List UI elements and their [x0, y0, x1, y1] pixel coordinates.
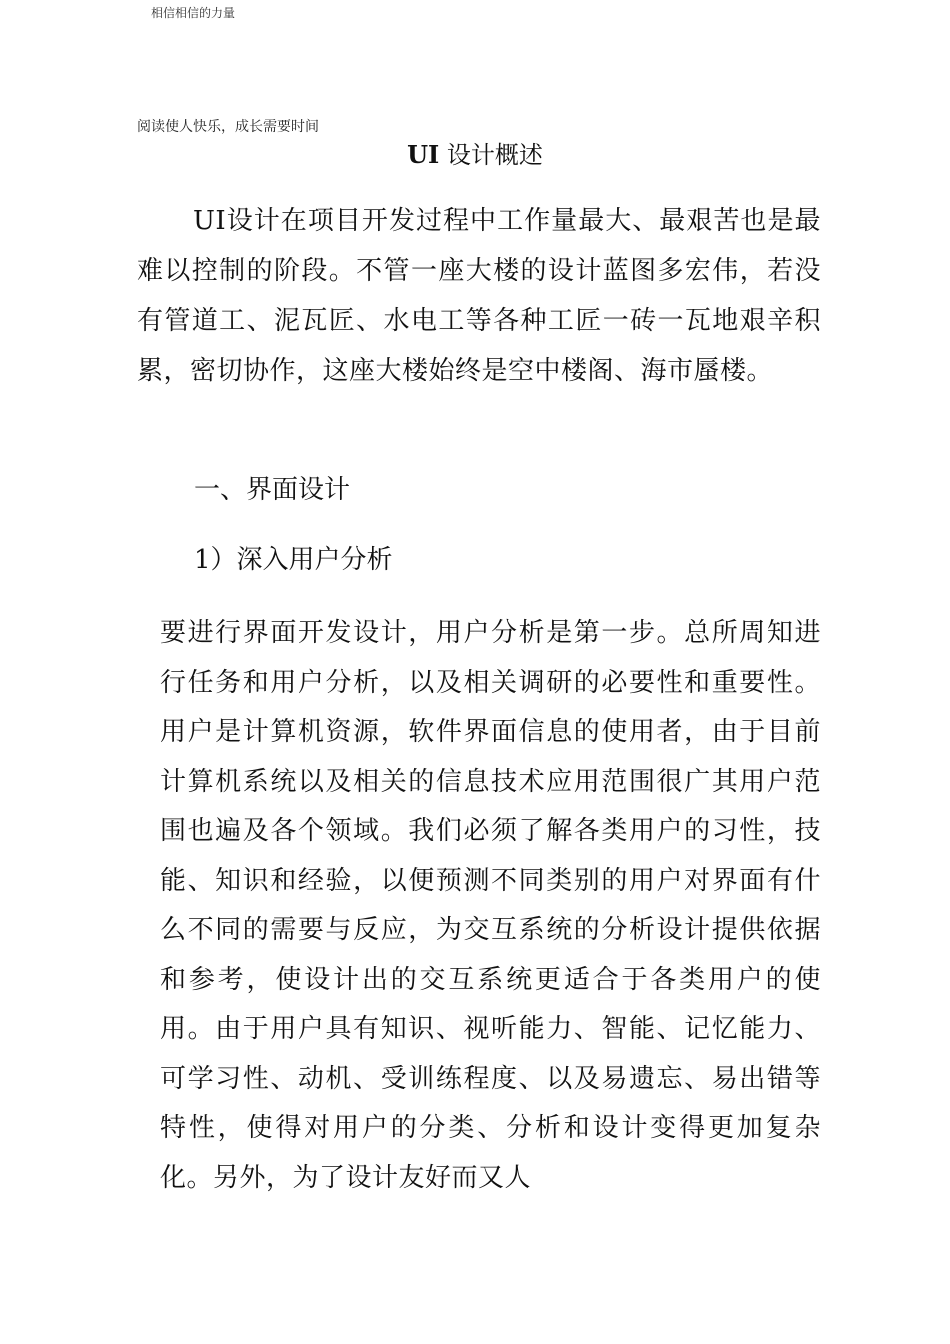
subsection-heading: 1）深入用户分析 [194, 545, 393, 575]
running-header: 相信相信的力量 [151, 6, 236, 20]
document-title-rest: 设计概述 [446, 141, 543, 169]
document-title-prefix: UI [407, 140, 440, 169]
tagline: 阅读使人快乐，成长需要时间 [137, 119, 319, 135]
body-paragraph: 要进行界面开发设计，用户分析是第一步。总所周知进行任务和用户分析，以及相关调研的必要性和重要性。用户是计算机资源，软件界面信息的使用者，由于目前计算机系统以及相关的信息技术应用范围很广其用户范围也遍及各个领域。我们必须了解各类用户的习性，技能、知识和经验，以便预测不同类别的用户对界面有什么不同的需要与反应，为交互系统的分析设计提供依据和参考，使设计出的交互系统更适合于各类用户的使用。由于用户具有知识、视听能力、智能、记忆能力、可学习性、动机、受训练程度、以及易遗忘、易出错等特性，使得对用户的分类、分析和设计变得更加复杂化。另外，为了设计友好而又人 [160, 618, 821, 1193]
section-heading: 一、界面设计 [194, 475, 351, 505]
document-title [0, 138, 950, 172]
intro-paragraph: UI设计在项目开发过程中工作量最大、最艰苦也是最难以控制的阶段。不管一座大楼的设计蓝图多宏伟，若没有管道工、泥瓦匠、水电工等各种工匠一砖一瓦地艰辛积累，密切协作，这座大楼始终是空中楼阁、海市蜃楼。 [137, 206, 821, 386]
